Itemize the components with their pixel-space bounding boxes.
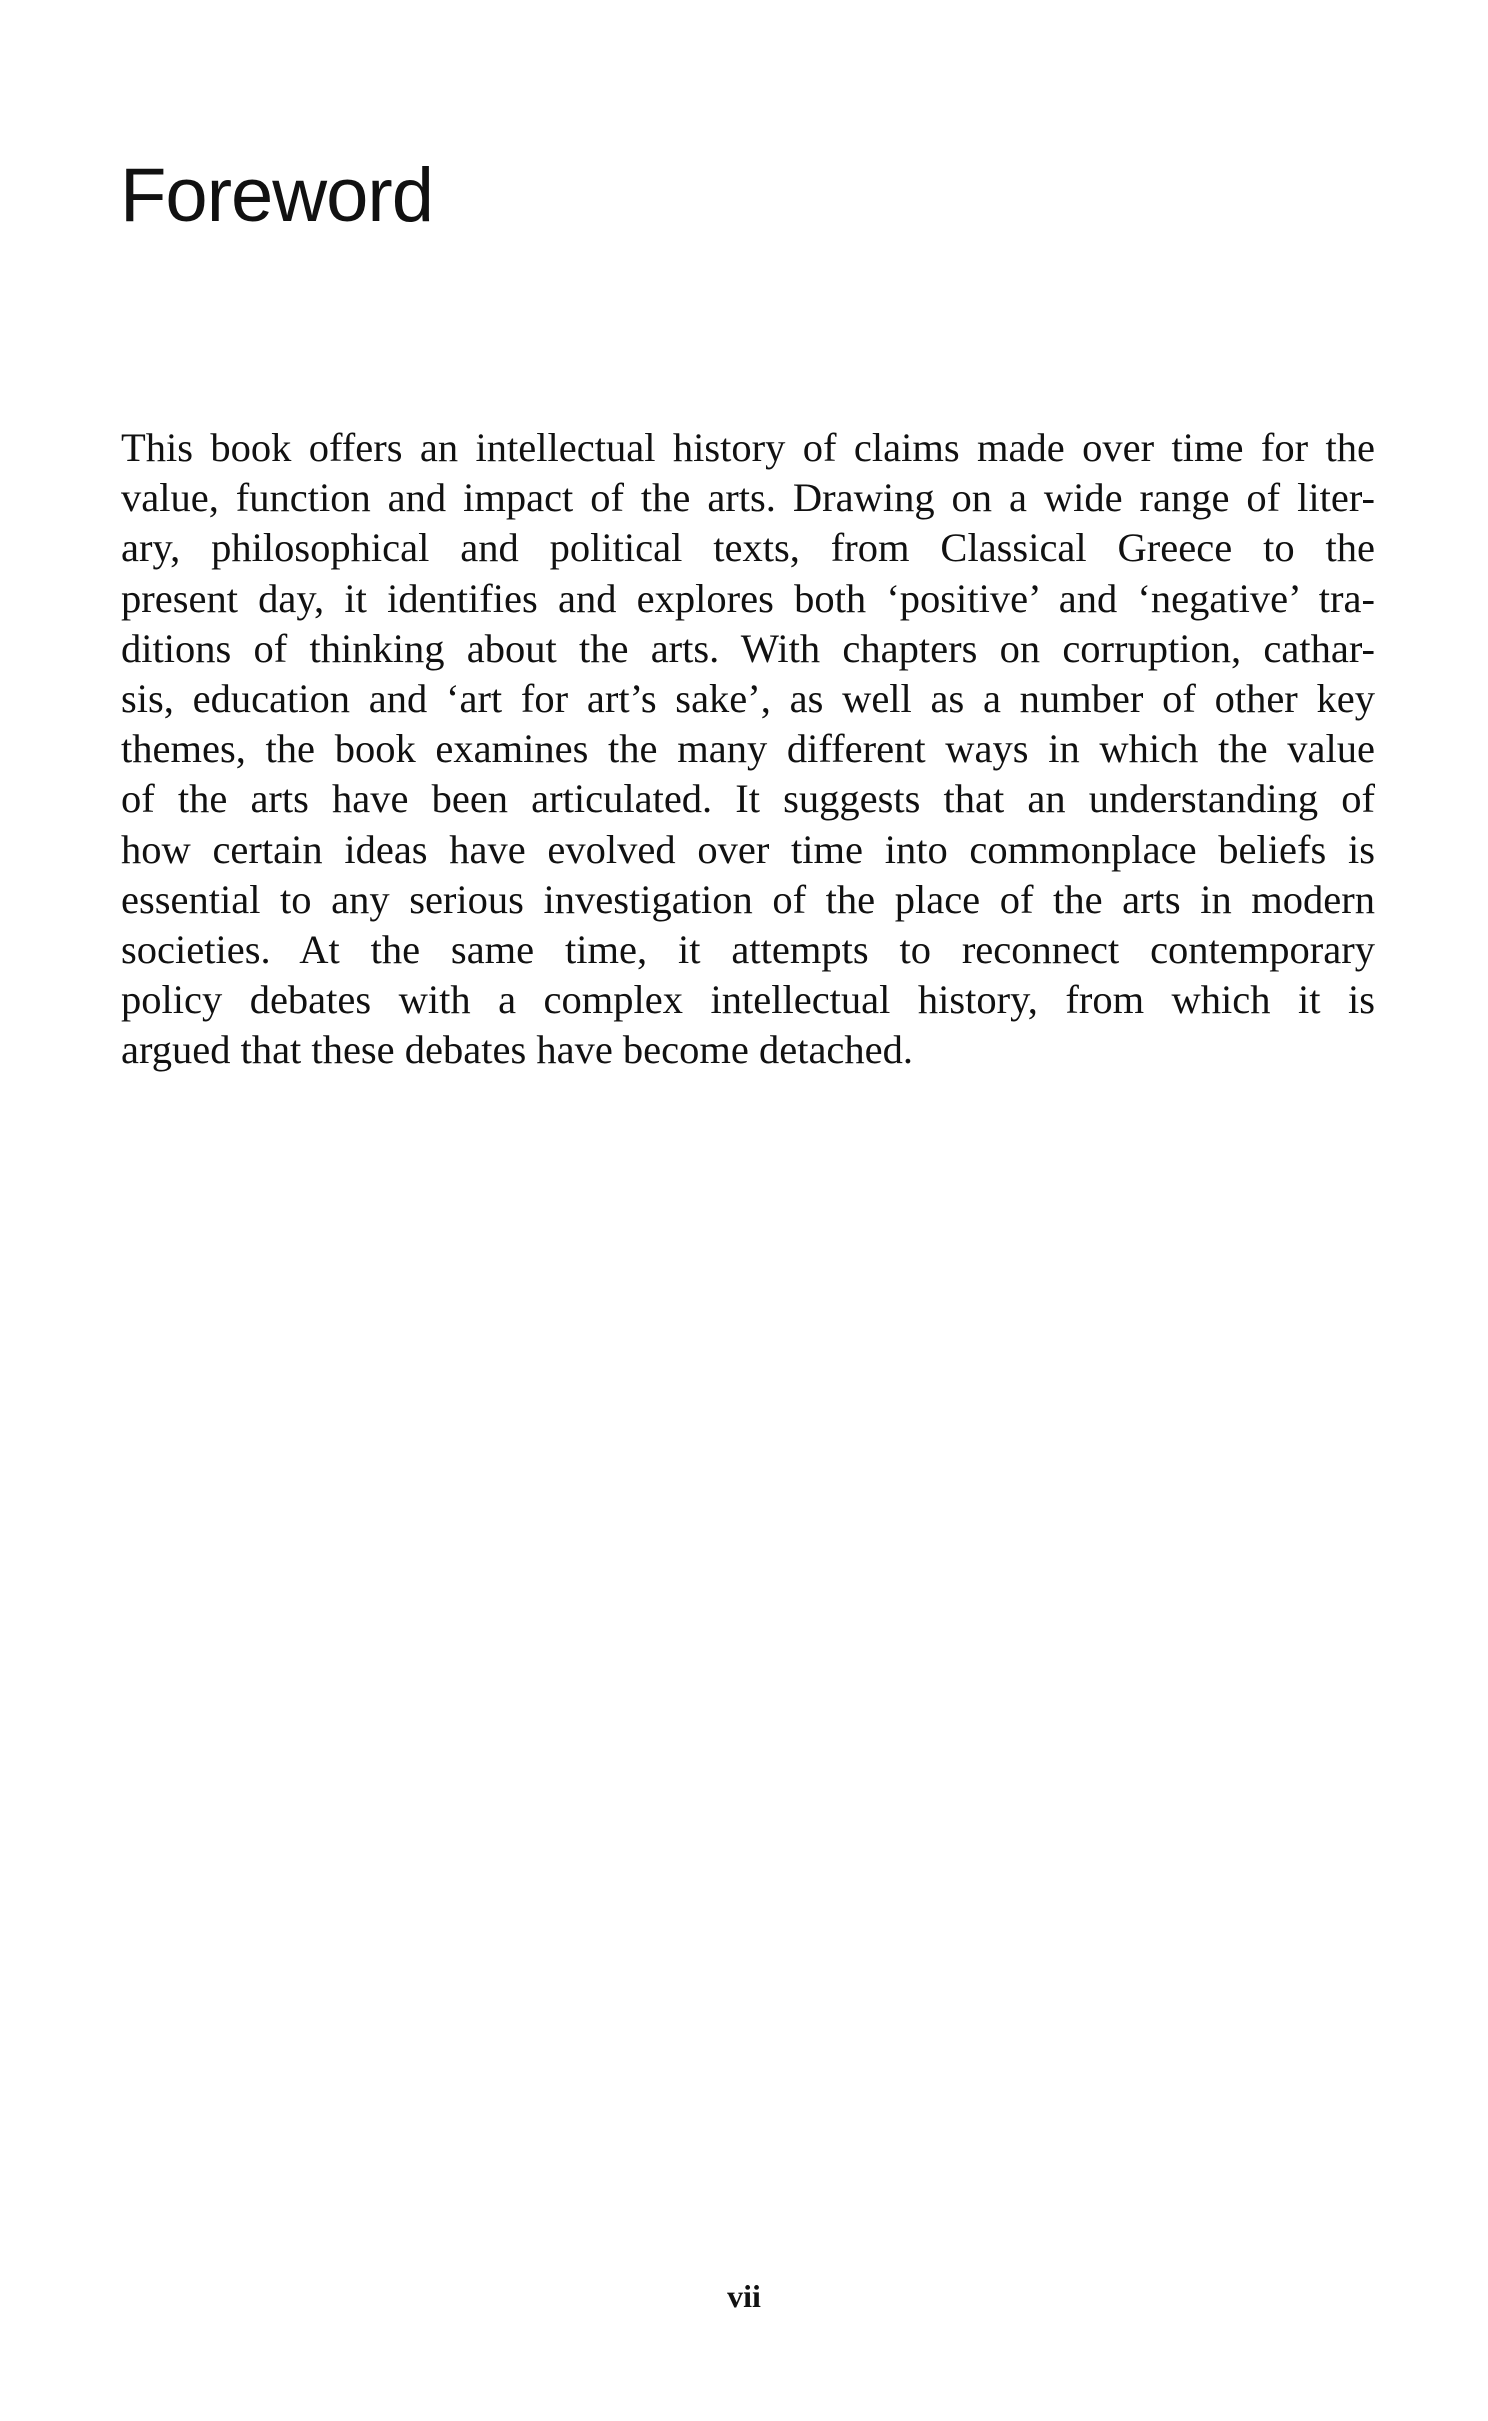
- page-number: vii: [727, 2278, 761, 2314]
- text-line: sis, education and ‘art for art’s sake’, as well as a number of other key: [121, 676, 1375, 722]
- chapter-title: Foreword: [120, 153, 433, 238]
- text-line: ditions of thinking about the arts. With chapters on corruption, cathar-: [121, 625, 1375, 671]
- text-line: present day, it identifies and explores both ‘positive’ and ‘negative’ tra-: [121, 575, 1375, 621]
- text-line: value, function and impact of the arts. Drawing on a wide range of liter-: [121, 475, 1375, 521]
- text-line: societies. At the same time, it attempts to reconnect contemporary: [121, 927, 1375, 973]
- text-line: of the arts have been articulated. It suggests that an understanding of: [121, 776, 1375, 822]
- text-line: This book offers an intellectual history of claims made over time for the: [121, 425, 1375, 470]
- foreword-paragraph: [121, 423, 1375, 1076]
- text-line: ary, philosophical and political texts, from Classical Greece to the: [121, 525, 1375, 571]
- text-line: themes, the book examines the many different ways in which the value: [121, 726, 1375, 772]
- text-line: how certain ideas have evolved over time into commonplace beliefs is: [121, 826, 1375, 872]
- text-line: policy debates with a complex intellectual history, from which it is: [121, 977, 1375, 1023]
- text-line: essential to any serious investigation of the place of the arts in modern: [121, 876, 1375, 922]
- text-line-last: argued that these debates have become detached.: [121, 1027, 914, 1073]
